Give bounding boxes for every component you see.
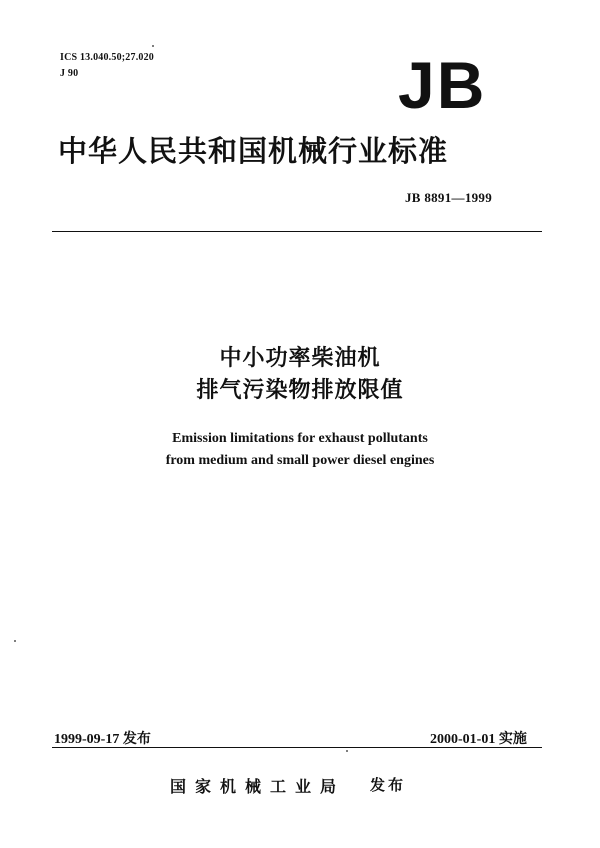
class-code: J 90: [60, 68, 79, 79]
scan-speck: [346, 750, 348, 752]
industry-standard-title: 中华人民共和国机械行业标准: [58, 134, 449, 168]
jb-logo: JB: [398, 48, 487, 122]
footer-divider: [52, 747, 542, 748]
english-title: [0, 428, 600, 472]
scan-speck: [152, 45, 154, 47]
chinese-title-line-1: 中小功率柴油机: [219, 346, 381, 371]
english-title-line-2: from medium and small power diesel engines: [165, 453, 435, 468]
publisher-suffix: 发布: [370, 776, 407, 794]
ics-code: ICS 13.040.50;27.020: [60, 52, 155, 63]
chinese-title-line-2: 排气污染物排放限值: [196, 378, 404, 403]
publisher-name: 国家机械工业局: [170, 777, 346, 796]
chinese-title: [0, 343, 600, 407]
header-divider: [52, 231, 542, 232]
standard-number: JB 8891—1999: [405, 190, 493, 205]
english-title-line-1: Emission limitations for exhaust pollutants: [172, 431, 428, 446]
implementation-date: 2000-01-01 实施: [430, 732, 527, 747]
issue-date: 1999-09-17 发布: [54, 732, 151, 747]
scan-speck: [14, 640, 16, 642]
classification-codes: [60, 50, 154, 82]
